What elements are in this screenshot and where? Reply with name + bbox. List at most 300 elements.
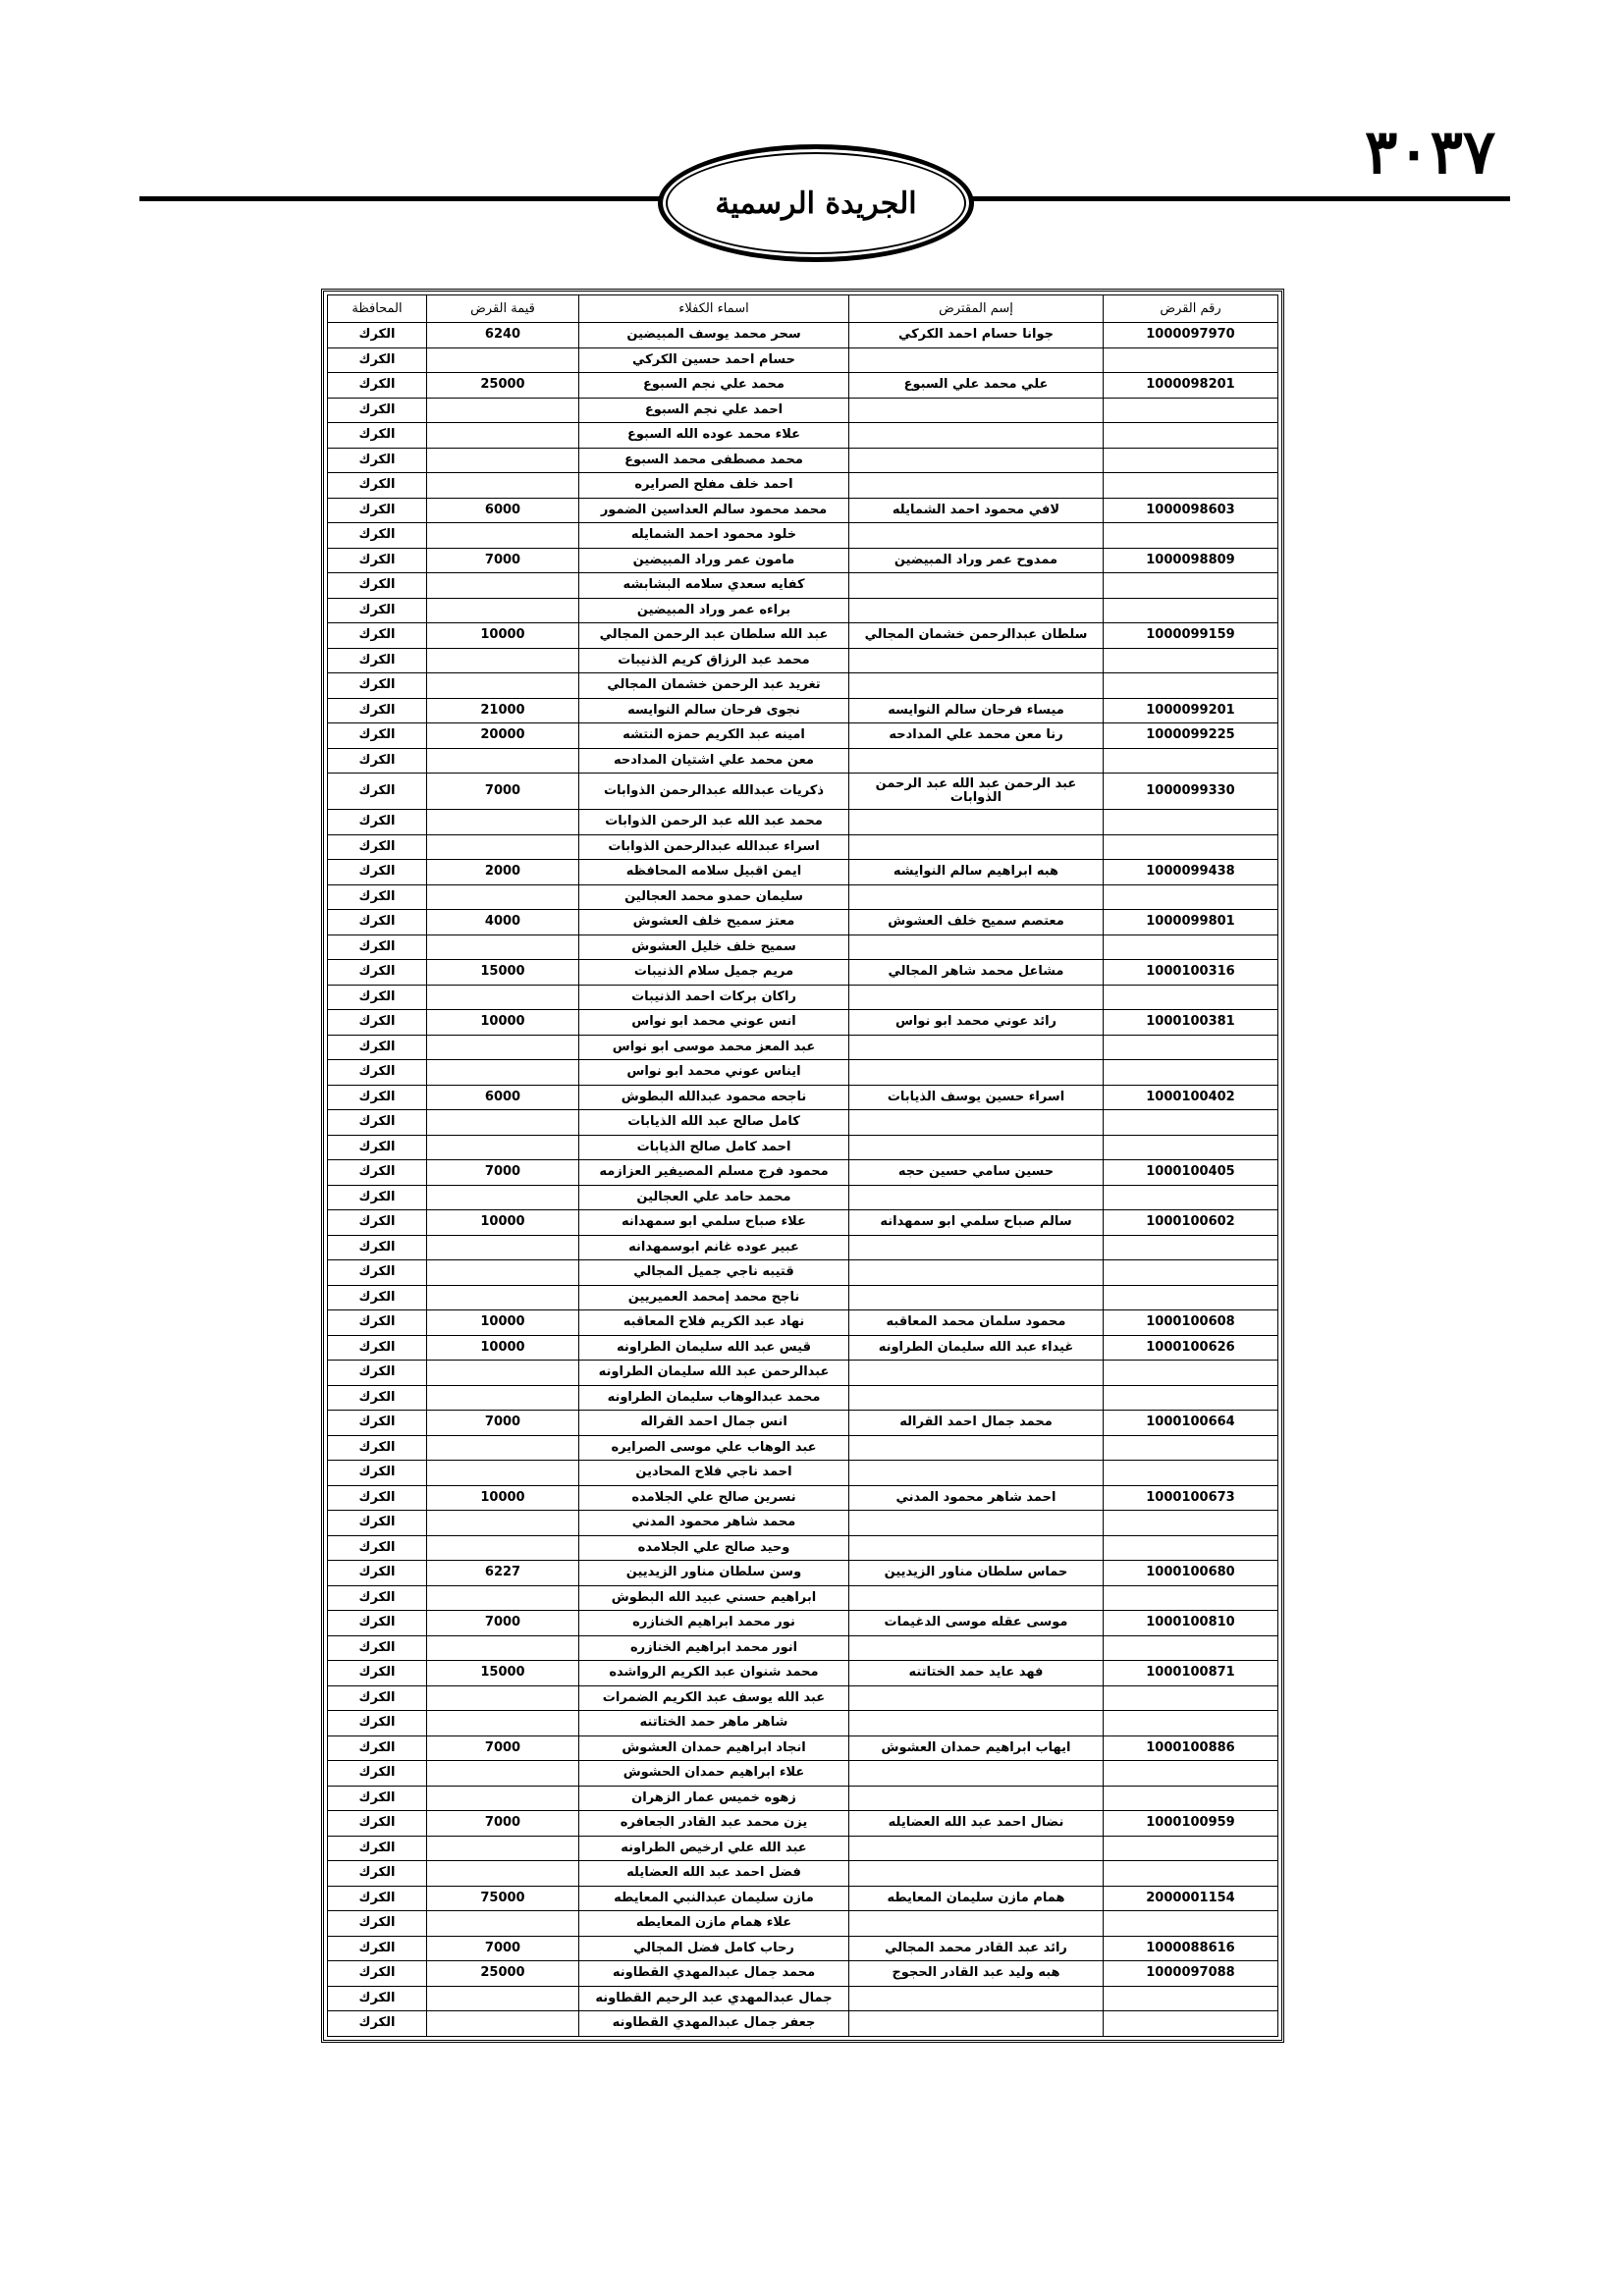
guarantor-name-cell: سميح خلف خليل العشوش	[579, 934, 849, 960]
table-row	[328, 1010, 1278, 1036]
borrower-name-cell	[849, 1110, 1104, 1136]
guarantor-name-cell: محمود فرج مسلم المصيفير العزازمه	[579, 1160, 849, 1186]
table-row	[328, 910, 1278, 935]
loan-value-cell	[427, 1585, 579, 1611]
loan-number-cell: 1000099159	[1104, 623, 1278, 649]
governorate-cell: الكرك	[328, 1210, 427, 1236]
borrower-name-cell: سالم صباح سلمي ابو سمهدانه	[849, 1210, 1104, 1236]
guarantor-name-cell: ذكريات عبدالله عبدالرحمن الذوابات	[579, 774, 849, 810]
loan-value-cell	[427, 985, 579, 1010]
header-guarantors: اسماء الكفلاء	[579, 295, 849, 323]
table-row	[328, 860, 1278, 885]
borrower-name-cell	[849, 1260, 1104, 1286]
governorate-cell: الكرك	[328, 1335, 427, 1361]
borrower-name-cell	[849, 1385, 1104, 1411]
borrower-name-cell	[849, 1035, 1104, 1060]
guarantor-name-cell: معتز سميح خلف العشوش	[579, 910, 849, 935]
table-row	[328, 573, 1278, 599]
table-row	[328, 810, 1278, 835]
loan-value-cell	[427, 473, 579, 499]
governorate-cell: الكرك	[328, 1411, 427, 1436]
governorate-cell: الكرك	[328, 2011, 427, 2037]
table-row	[328, 1285, 1278, 1310]
governorate-cell: الكرك	[328, 934, 427, 960]
borrower-name-cell	[849, 1911, 1104, 1937]
loan-value-cell	[427, 1385, 579, 1411]
borrower-name-cell: فهد عايد حمد الختاتنه	[849, 1661, 1104, 1686]
table-row	[328, 1435, 1278, 1461]
guarantor-name-cell: عبد الله يوسف عبد الكريم الضمرات	[579, 1685, 849, 1711]
table-row	[328, 1160, 1278, 1186]
loan-number-cell: 1000098201	[1104, 373, 1278, 399]
governorate-cell: الكرك	[328, 1611, 427, 1636]
loan-number-cell	[1104, 523, 1278, 549]
loan-value-cell: 7000	[427, 1936, 579, 1961]
table-row	[328, 598, 1278, 623]
loan-value-cell: 10000	[427, 1210, 579, 1236]
loan-value-cell	[427, 673, 579, 699]
loan-value-cell	[427, 884, 579, 910]
guarantor-name-cell: محمد شاهر محمود المدني	[579, 1511, 849, 1536]
guarantor-name-cell: سحر محمد يوسف المبيضين	[579, 323, 849, 348]
governorate-cell: الكرك	[328, 1511, 427, 1536]
loan-value-cell	[427, 810, 579, 835]
governorate-cell: الكرك	[328, 748, 427, 774]
borrower-name-cell: جوانا حسام احمد الكركي	[849, 323, 1104, 348]
guarantor-name-cell: علاء محمد عوده الله السبوع	[579, 423, 849, 449]
table-row	[328, 623, 1278, 649]
guarantor-name-cell: حسام احمد حسين الكركي	[579, 347, 849, 373]
governorate-cell: الكرك	[328, 673, 427, 699]
loan-number-cell	[1104, 448, 1278, 473]
loan-number-cell: 1000098809	[1104, 548, 1278, 573]
loan-number-cell	[1104, 1135, 1278, 1160]
guarantor-name-cell: علاء صباح سلمي ابو سمهدانه	[579, 1210, 849, 1236]
loan-number-cell: 1000100316	[1104, 960, 1278, 986]
loan-number-cell: 1000100959	[1104, 1811, 1278, 1837]
governorate-cell: الكرك	[328, 548, 427, 573]
governorate-cell: الكرك	[328, 1711, 427, 1736]
table-row	[328, 1936, 1278, 1961]
borrower-name-cell	[849, 1986, 1104, 2011]
table-row	[328, 1561, 1278, 1586]
governorate-cell: الكرك	[328, 1461, 427, 1486]
guarantor-name-cell: نسرين صالح علي الجلامده	[579, 1485, 849, 1511]
table-row	[328, 1310, 1278, 1336]
borrower-name-cell	[849, 1361, 1104, 1386]
table-row	[328, 1761, 1278, 1787]
governorate-cell: الكرك	[328, 1661, 427, 1686]
governorate-cell: الكرك	[328, 1361, 427, 1386]
loan-number-cell	[1104, 1685, 1278, 1711]
borrower-name-cell: معتصم سميح خلف العشوش	[849, 910, 1104, 935]
table-row	[328, 774, 1278, 810]
guarantor-name-cell: احمد ناجي فلاح المحادين	[579, 1461, 849, 1486]
borrower-name-cell	[849, 834, 1104, 860]
loan-value-cell	[427, 1135, 579, 1160]
loan-value-cell	[427, 1911, 579, 1937]
loan-number-cell: 1000100381	[1104, 1010, 1278, 1036]
loan-number-cell	[1104, 884, 1278, 910]
borrower-name-cell: رائد عبد القادر محمد المجالي	[849, 1936, 1104, 1961]
loan-value-cell	[427, 834, 579, 860]
governorate-cell: الكرك	[328, 1961, 427, 1987]
governorate-cell: الكرك	[328, 723, 427, 749]
guarantor-name-cell: كامل صالح عبد الله الذيابات	[579, 1110, 849, 1136]
guarantor-name-cell: رحاب كامل فضل المجالي	[579, 1936, 849, 1961]
governorate-cell: الكرك	[328, 1085, 427, 1110]
table-header-row	[328, 295, 1278, 323]
governorate-cell: الكرك	[328, 1561, 427, 1586]
governorate-cell: الكرك	[328, 985, 427, 1010]
loan-value-cell: 6000	[427, 1085, 579, 1110]
loan-number-cell	[1104, 673, 1278, 699]
borrower-name-cell: لافي محمود احمد الشمايله	[849, 498, 1104, 523]
loan-number-cell: 1000100871	[1104, 1661, 1278, 1686]
borrower-name-cell	[849, 1135, 1104, 1160]
loans-table	[327, 294, 1278, 2037]
guarantor-name-cell: خلود محمود احمد الشمايله	[579, 523, 849, 549]
loan-number-cell	[1104, 1110, 1278, 1136]
loan-number-cell	[1104, 1836, 1278, 1861]
borrower-name-cell	[849, 648, 1104, 673]
guarantor-name-cell: عبير عوده غانم ابوسمهدانه	[579, 1235, 849, 1260]
loan-number-cell: 1000100405	[1104, 1160, 1278, 1186]
table-row	[328, 1110, 1278, 1136]
guarantor-name-cell: كفايه سعدي سلامه البشابشه	[579, 573, 849, 599]
governorate-cell: الكرك	[328, 1485, 427, 1511]
loan-value-cell	[427, 523, 579, 549]
borrower-name-cell	[849, 1861, 1104, 1887]
borrower-name-cell: سلطان عبدالرحمن خشمان المجالي	[849, 623, 1104, 649]
governorate-cell: الكرك	[328, 1585, 427, 1611]
table-row	[328, 1661, 1278, 1686]
loan-number-cell: 1000100680	[1104, 1561, 1278, 1586]
governorate-cell: الكرك	[328, 1310, 427, 1336]
table-row	[328, 1886, 1278, 1911]
table-row	[328, 1961, 1278, 1987]
loan-value-cell	[427, 573, 579, 599]
guarantor-name-cell: عبد الله علي ارخيص الطراونه	[579, 1836, 849, 1861]
governorate-cell: الكرك	[328, 1786, 427, 1811]
loan-value-cell: 7000	[427, 548, 579, 573]
table-row	[328, 1611, 1278, 1636]
loan-number-cell	[1104, 1861, 1278, 1887]
governorate-cell: الكرك	[328, 1160, 427, 1186]
guarantor-name-cell: محمد محمود سالم العداسين الضمور	[579, 498, 849, 523]
borrower-name-cell	[849, 1435, 1104, 1461]
loan-value-cell: 6000	[427, 498, 579, 523]
table-row	[328, 698, 1278, 723]
table-row	[328, 1511, 1278, 1536]
guarantor-name-cell: قتيبه ناجي جميل المجالي	[579, 1260, 849, 1286]
governorate-cell: الكرك	[328, 373, 427, 399]
governorate-cell: الكرك	[328, 698, 427, 723]
borrower-name-cell	[849, 934, 1104, 960]
guarantor-name-cell: محمد علي نجم السبوع	[579, 373, 849, 399]
loan-value-cell	[427, 448, 579, 473]
table-row	[328, 1836, 1278, 1861]
guarantor-name-cell: نجوى فرحان سالم النوايسه	[579, 698, 849, 723]
guarantor-name-cell: وحيد صالح علي الجلامده	[579, 1535, 849, 1561]
guarantor-name-cell: احمد كامل صالح الذيابات	[579, 1135, 849, 1160]
borrower-name-cell	[849, 2011, 1104, 2037]
loan-number-cell	[1104, 1185, 1278, 1210]
loan-number-cell: 1000099801	[1104, 910, 1278, 935]
loan-number-cell	[1104, 1711, 1278, 1736]
guarantor-name-cell: زهوه خميس عمار الزهران	[579, 1786, 849, 1811]
guarantor-name-cell: ابراهيم حسني عبيد الله البطوش	[579, 1585, 849, 1611]
guarantor-name-cell: جمال عبدالمهدي عبد الرحيم القطاونه	[579, 1986, 849, 2011]
loan-number-cell	[1104, 598, 1278, 623]
guarantor-name-cell: محمد عبد الرزاق كريم الذنيبات	[579, 648, 849, 673]
guarantor-name-cell: مامون عمر وراد المبيضين	[579, 548, 849, 573]
table-row	[328, 2011, 1278, 2037]
loan-number-cell	[1104, 1260, 1278, 1286]
loan-value-cell	[427, 1535, 579, 1561]
guarantor-name-cell: يزن محمد عبد القادر الجعافره	[579, 1811, 849, 1837]
table-row	[328, 1411, 1278, 1436]
loan-value-cell	[427, 398, 579, 423]
borrower-name-cell	[849, 1535, 1104, 1561]
table-row	[328, 423, 1278, 449]
borrower-name-cell	[849, 1461, 1104, 1486]
borrower-name-cell	[849, 1685, 1104, 1711]
borrower-name-cell	[849, 1711, 1104, 1736]
table-row	[328, 398, 1278, 423]
table-row	[328, 1811, 1278, 1837]
borrower-name-cell	[849, 1836, 1104, 1861]
borrower-name-cell: هبه وليد عبد القادر الحجوج	[849, 1961, 1104, 1987]
loan-number-cell	[1104, 573, 1278, 599]
borrower-name-cell: حماس سلطان مناور الزيديين	[849, 1561, 1104, 1586]
governorate-cell: الكرك	[328, 1135, 427, 1160]
loan-value-cell: 4000	[427, 910, 579, 935]
loan-number-cell	[1104, 934, 1278, 960]
borrower-name-cell: علي محمد علي السبوع	[849, 373, 1104, 399]
guarantor-name-cell: وسن سلطان مناور الزيديين	[579, 1561, 849, 1586]
table-row	[328, 323, 1278, 348]
borrower-name-cell: موسى عقله موسى الدغيمات	[849, 1611, 1104, 1636]
borrower-name-cell	[849, 398, 1104, 423]
borrower-name-cell: همام مازن سليمان المعايطه	[849, 1886, 1104, 1911]
guarantor-name-cell: ناجح محمد إمحمد العميريين	[579, 1285, 849, 1310]
borrower-name-cell	[849, 598, 1104, 623]
governorate-cell: الكرك	[328, 1035, 427, 1060]
table-row	[328, 1210, 1278, 1236]
borrower-name-cell	[849, 810, 1104, 835]
table-row	[328, 448, 1278, 473]
borrower-name-cell: احمد شاهر محمود المدني	[849, 1485, 1104, 1511]
guarantor-name-cell: اسراء عبدالله عبدالرحمن الذوابات	[579, 834, 849, 860]
table-row	[328, 1535, 1278, 1561]
loan-number-cell: 1000100626	[1104, 1335, 1278, 1361]
governorate-cell: الكرك	[328, 1235, 427, 1260]
loan-number-cell	[1104, 1511, 1278, 1536]
table-row	[328, 834, 1278, 860]
governorate-cell: الكرك	[328, 398, 427, 423]
loan-value-cell	[427, 1110, 579, 1136]
governorate-cell: الكرك	[328, 1861, 427, 1887]
loan-number-cell	[1104, 1060, 1278, 1086]
loan-number-cell: 1000100673	[1104, 1485, 1278, 1511]
loan-value-cell: 10000	[427, 1010, 579, 1036]
loan-value-cell	[427, 423, 579, 449]
borrower-name-cell	[849, 347, 1104, 373]
loan-value-cell: 6240	[427, 323, 579, 348]
loan-value-cell	[427, 1185, 579, 1210]
loan-number-cell	[1104, 1385, 1278, 1411]
table-row	[328, 1585, 1278, 1611]
governorate-cell: الكرك	[328, 1285, 427, 1310]
loan-number-cell	[1104, 473, 1278, 499]
governorate-cell: الكرك	[328, 523, 427, 549]
loan-number-cell: 1000097088	[1104, 1961, 1278, 1987]
loan-number-cell	[1104, 423, 1278, 449]
guarantor-name-cell: جعفر جمال عبدالمهدي القطاونه	[579, 2011, 849, 2037]
page-number: ٣٠٣٧	[1365, 116, 1496, 187]
borrower-name-cell	[849, 1235, 1104, 1260]
guarantor-name-cell: مريم جميل سلام الذنيبات	[579, 960, 849, 986]
table-row	[328, 884, 1278, 910]
borrower-name-cell	[849, 985, 1104, 1010]
loan-number-cell	[1104, 1786, 1278, 1811]
guarantor-name-cell: احمد خلف مفلح الصرايره	[579, 473, 849, 499]
borrower-name-cell	[849, 423, 1104, 449]
loan-number-cell	[1104, 1035, 1278, 1060]
loan-value-cell: 20000	[427, 723, 579, 749]
borrower-name-cell	[849, 573, 1104, 599]
loan-value-cell: 6227	[427, 1561, 579, 1586]
loan-number-cell	[1104, 1585, 1278, 1611]
governorate-cell: الكرك	[328, 860, 427, 885]
table-row	[328, 498, 1278, 523]
guarantor-name-cell: انجاد ابراهيم حمدان العشوش	[579, 1735, 849, 1761]
loan-value-cell: 10000	[427, 1310, 579, 1336]
governorate-cell: الكرك	[328, 1986, 427, 2011]
borrower-name-cell: محمود سلمان محمد المعاقبه	[849, 1310, 1104, 1336]
loan-value-cell: 10000	[427, 1335, 579, 1361]
borrower-name-cell	[849, 884, 1104, 910]
table-row	[328, 934, 1278, 960]
governorate-cell: الكرك	[328, 1260, 427, 1286]
loan-value-cell: 7000	[427, 1735, 579, 1761]
loan-number-cell: 1000100886	[1104, 1735, 1278, 1761]
guarantor-name-cell: شاهر ماهر حمد الختاتنه	[579, 1711, 849, 1736]
borrower-name-cell: حسين سامي حسين حجه	[849, 1160, 1104, 1186]
governorate-cell: الكرك	[328, 834, 427, 860]
loan-value-cell	[427, 1635, 579, 1661]
loan-value-cell	[427, 1235, 579, 1260]
governorate-cell: الكرك	[328, 1110, 427, 1136]
governorate-cell: الكرك	[328, 648, 427, 673]
table-row	[328, 1635, 1278, 1661]
loan-value-cell: 15000	[427, 1661, 579, 1686]
loan-value-cell: 25000	[427, 373, 579, 399]
governorate-cell: الكرك	[328, 423, 427, 449]
table-row	[328, 1461, 1278, 1486]
loan-value-cell	[427, 2011, 579, 2037]
guarantor-name-cell: ناجحه محمود عبدالله البطوش	[579, 1085, 849, 1110]
loan-value-cell: 15000	[427, 960, 579, 986]
governorate-cell: الكرك	[328, 498, 427, 523]
table-row	[328, 1085, 1278, 1110]
guarantor-name-cell: براءه عمر وراد المبيضين	[579, 598, 849, 623]
loan-number-cell: 1000100602	[1104, 1210, 1278, 1236]
table-row	[328, 960, 1278, 986]
loan-number-cell: 1000100608	[1104, 1310, 1278, 1336]
loan-value-cell	[427, 347, 579, 373]
governorate-cell: الكرك	[328, 323, 427, 348]
loan-number-cell	[1104, 648, 1278, 673]
loan-value-cell	[427, 1060, 579, 1086]
borrower-name-cell: ميساء فرحان سالم النوايسه	[849, 698, 1104, 723]
governorate-cell: الكرك	[328, 1010, 427, 1036]
table-row	[328, 748, 1278, 774]
table-row	[328, 1035, 1278, 1060]
loan-number-cell: 1000100810	[1104, 1611, 1278, 1636]
table-row	[328, 1685, 1278, 1711]
header-loan-value: قيمة القرض	[427, 295, 579, 323]
governorate-cell: الكرك	[328, 598, 427, 623]
guarantor-name-cell: قيس عبد الله سليمان الطراونه	[579, 1335, 849, 1361]
governorate-cell: الكرك	[328, 623, 427, 649]
borrower-name-cell	[849, 1786, 1104, 1811]
guarantor-name-cell: محمد عبد الله عبد الرحمن الذوابات	[579, 810, 849, 835]
guarantor-name-cell: عبد المعز محمد موسى ابو نواس	[579, 1035, 849, 1060]
loan-value-cell: 7000	[427, 1811, 579, 1837]
loan-value-cell	[427, 1861, 579, 1887]
governorate-cell: الكرك	[328, 573, 427, 599]
table-row	[328, 1185, 1278, 1210]
header-borrower-name: إسم المقترض	[849, 295, 1104, 323]
loan-value-cell	[427, 1361, 579, 1386]
loan-number-cell: 1000100402	[1104, 1085, 1278, 1110]
governorate-cell: الكرك	[328, 1836, 427, 1861]
table-row	[328, 373, 1278, 399]
header-governorate: المحافظة	[328, 295, 427, 323]
guarantor-name-cell: محمد حامد علي العجالين	[579, 1185, 849, 1210]
guarantor-name-cell: محمد جمال عبدالمهدي القطاونه	[579, 1961, 849, 1987]
table-row	[328, 1735, 1278, 1761]
borrower-name-cell	[849, 1060, 1104, 1086]
governorate-cell: الكرك	[328, 884, 427, 910]
loan-number-cell: 1000099225	[1104, 723, 1278, 749]
borrower-name-cell	[849, 1185, 1104, 1210]
loan-value-cell	[427, 748, 579, 774]
governorate-cell: الكرك	[328, 473, 427, 499]
borrower-name-cell	[849, 1511, 1104, 1536]
governorate-cell: الكرك	[328, 1185, 427, 1210]
loan-number-cell	[1104, 2011, 1278, 2037]
guarantor-name-cell: معن محمد علي اشتيان المدادحه	[579, 748, 849, 774]
loan-value-cell: 7000	[427, 1160, 579, 1186]
loan-number-cell	[1104, 347, 1278, 373]
table-body	[328, 323, 1278, 2037]
table-row	[328, 723, 1278, 749]
loan-number-cell	[1104, 1285, 1278, 1310]
borrower-name-cell: اسراء حسين يوسف الذيابات	[849, 1085, 1104, 1110]
loan-number-cell: 1000099438	[1104, 860, 1278, 885]
guarantor-name-cell: انس عوني محمد ابو نواس	[579, 1010, 849, 1036]
guarantor-name-cell: تغريد عبد الرحمن خشمان المجالي	[579, 673, 849, 699]
guarantor-name-cell: نهاد عبد الكريم فلاح المعاقبه	[579, 1310, 849, 1336]
borrower-name-cell	[849, 523, 1104, 549]
loan-number-cell: 2000001154	[1104, 1886, 1278, 1911]
loan-number-cell: 1000099201	[1104, 698, 1278, 723]
loan-value-cell: 21000	[427, 698, 579, 723]
borrower-name-cell	[849, 1285, 1104, 1310]
